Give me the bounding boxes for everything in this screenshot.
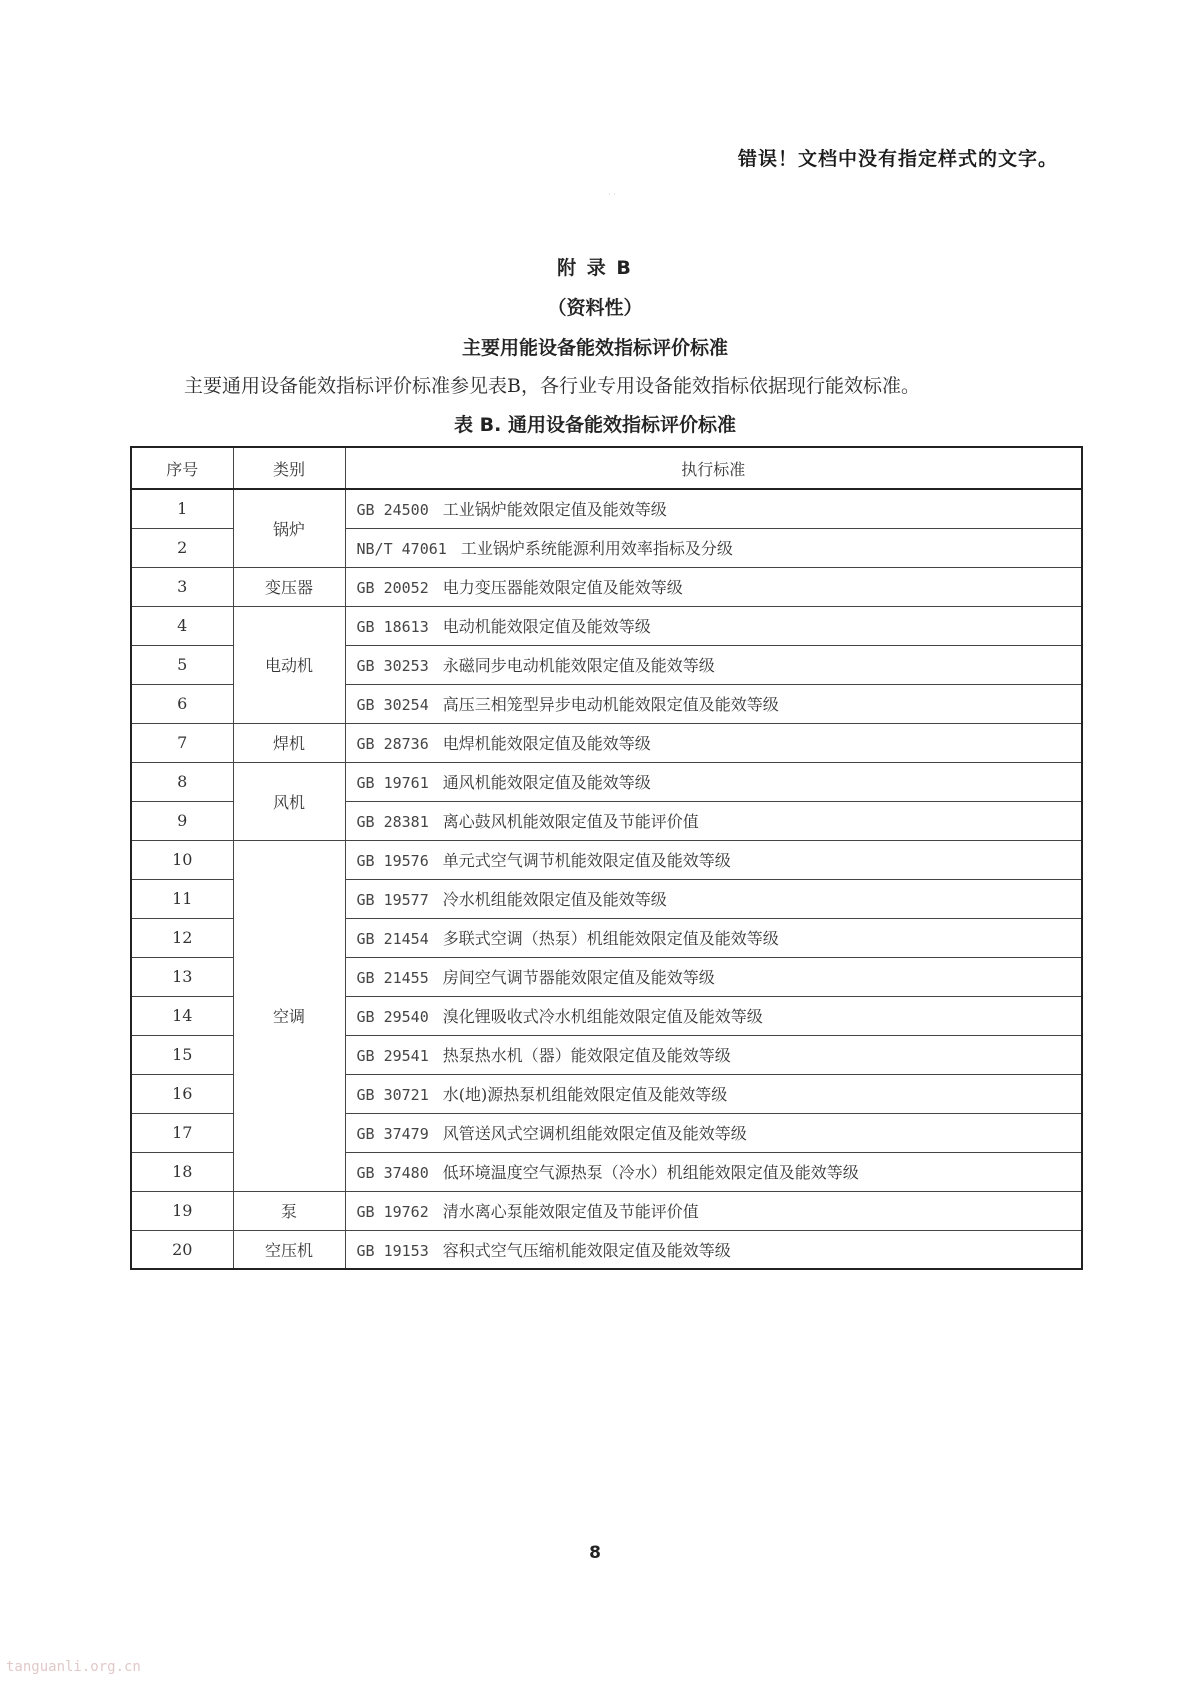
standard-name: 房间空气调节器能效限定值及能效等级 — [442, 968, 715, 987]
table-row — [131, 723, 1082, 762]
table-row — [131, 840, 1082, 879]
row-standard — [345, 606, 1082, 645]
row-category: 空压机 — [233, 1230, 345, 1269]
row-standard — [345, 918, 1082, 957]
row-standard — [345, 1113, 1082, 1152]
row-number: 5 — [131, 645, 233, 684]
appendix-title: 附 录 B — [557, 257, 633, 279]
row-standard — [345, 489, 1082, 528]
row-number: 9 — [131, 801, 233, 840]
row-standard — [345, 528, 1082, 567]
standard-code: GB 30254 — [356, 696, 429, 714]
row-standard — [345, 567, 1082, 606]
standard-name: 水(地)源热泵机组能效限定值及能效等级 — [442, 1085, 728, 1104]
intro-paragraph: 主要通用设备能效指标评价标准参见表B，各行业专用设备能效指标依据现行能效标准。 — [184, 375, 920, 397]
row-standard — [345, 840, 1082, 879]
standard-name: 风管送风式空调机组能效限定值及能效等级 — [442, 1124, 747, 1143]
standard-code: GB 19761 — [356, 774, 429, 792]
row-number: 2 — [131, 528, 233, 567]
row-category: 空调 — [233, 840, 345, 1191]
row-category: 风机 — [233, 762, 345, 840]
standard-name: 容积式空气压缩机能效限定值及能效等级 — [442, 1240, 731, 1260]
table-header-row — [131, 447, 1082, 489]
standard-code: GB 19762 — [356, 1203, 429, 1221]
standard-name: 工业锅炉系统能源利用效率指标及分级 — [460, 539, 733, 558]
standard-name: 离心鼓风机能效限定值及节能评价值 — [442, 812, 699, 831]
row-number: 13 — [131, 957, 233, 996]
row-category: 锅炉 — [233, 489, 345, 567]
row-standard — [345, 762, 1082, 801]
header-standard: 执行标准 — [345, 447, 1082, 489]
section-title: 主要用能设备能效指标评价标准 — [461, 337, 728, 359]
standard-name: 多联式空调（热泵）机组能效限定值及能效等级 — [442, 929, 779, 948]
standard-code: GB 30253 — [356, 657, 429, 675]
table-caption: 表 B. 通用设备能效指标评价标准 — [454, 414, 736, 436]
table-row — [131, 567, 1082, 606]
table-row — [131, 1230, 1082, 1269]
standard-code: GB 37479 — [356, 1125, 429, 1143]
standard-code: GB 28381 — [356, 813, 429, 831]
row-standard — [345, 1230, 1082, 1269]
standard-code: GB 30721 — [356, 1086, 429, 1104]
standard-code: GB 28736 — [356, 735, 429, 753]
row-number: 18 — [131, 1152, 233, 1191]
row-category: 泵 — [233, 1191, 345, 1230]
row-standard — [345, 645, 1082, 684]
row-number: 6 — [131, 684, 233, 723]
row-category: 焊机 — [233, 723, 345, 762]
header-note: 错误！文档中没有指定样式的文字。 — [737, 148, 1058, 170]
row-standard — [345, 684, 1082, 723]
standard-name: 清水离心泵能效限定值及节能评价值 — [442, 1202, 699, 1221]
standard-code: GB 19577 — [356, 891, 429, 909]
row-number: 11 — [131, 879, 233, 918]
row-standard — [345, 879, 1082, 918]
standard-code: GB 20052 — [356, 579, 429, 597]
standard-name: 通风机能效限定值及能效等级 — [442, 773, 651, 792]
row-number: 8 — [131, 762, 233, 801]
row-standard — [345, 723, 1082, 762]
standard-name: 单元式空气调节机能效限定值及能效等级 — [442, 851, 731, 870]
row-category: 变压器 — [233, 567, 345, 606]
header-no: 序号 — [131, 447, 233, 489]
row-number: 3 — [131, 567, 233, 606]
table-row — [131, 1191, 1082, 1230]
row-number: 17 — [131, 1113, 233, 1152]
standard-code: GB 21454 — [356, 930, 429, 948]
row-number: 7 — [131, 723, 233, 762]
table-body — [131, 489, 1082, 1269]
row-number: 4 — [131, 606, 233, 645]
faint-mark: · · — [608, 190, 616, 199]
row-number: 16 — [131, 1074, 233, 1113]
standard-name: 电焊机能效限定值及能效等级 — [442, 734, 651, 753]
watermark: tanguanli.org.cn — [6, 1659, 141, 1675]
row-standard — [345, 957, 1082, 996]
standard-code: GB 37480 — [356, 1164, 429, 1182]
standard-name: 冷水机组能效限定值及能效等级 — [442, 890, 667, 909]
row-standard — [345, 1074, 1082, 1113]
row-standard — [345, 996, 1082, 1035]
standard-name: 电动机能效限定值及能效等级 — [442, 617, 651, 636]
standard-code: GB 19576 — [356, 852, 429, 870]
row-standard — [345, 1152, 1082, 1191]
row-number: 20 — [131, 1230, 233, 1269]
appendix-subtitle: （资料性） — [547, 297, 643, 319]
table-row — [131, 489, 1082, 528]
standard-code: GB 21455 — [356, 969, 429, 987]
standard-name: 高压三相笼型异步电动机能效限定值及能效等级 — [442, 695, 779, 714]
standard-code: GB 24500 — [356, 501, 429, 520]
standard-code: NB/T 47061 — [356, 540, 447, 558]
standard-code: GB 29540 — [356, 1008, 429, 1026]
standard-name: 热泵热水机（器）能效限定值及能效等级 — [442, 1046, 731, 1065]
standard-code: GB 29541 — [356, 1047, 429, 1065]
table-row — [131, 606, 1082, 645]
table-row — [131, 762, 1082, 801]
standard-name: 永磁同步电动机能效限定值及能效等级 — [442, 656, 715, 675]
row-number: 19 — [131, 1191, 233, 1230]
row-number: 14 — [131, 996, 233, 1035]
standards-table — [130, 446, 1083, 1270]
standard-name: 溴化锂吸收式冷水机组能效限定值及能效等级 — [442, 1007, 763, 1026]
standard-code: GB 18613 — [356, 618, 429, 636]
header-category: 类别 — [233, 447, 345, 489]
row-standard — [345, 801, 1082, 840]
row-number: 15 — [131, 1035, 233, 1074]
standard-name: 电力变压器能效限定值及能效等级 — [442, 578, 683, 597]
row-category: 电动机 — [233, 606, 345, 723]
standard-name: 低环境温度空气源热泵（冷水）机组能效限定值及能效等级 — [442, 1163, 859, 1182]
row-number: 1 — [131, 489, 233, 528]
row-standard — [345, 1035, 1082, 1074]
standard-name: 工业锅炉能效限定值及能效等级 — [442, 500, 667, 520]
row-standard — [345, 1191, 1082, 1230]
page-number: 8 — [589, 1543, 601, 1563]
row-number: 12 — [131, 918, 233, 957]
standard-code: GB 19153 — [356, 1241, 429, 1260]
row-number: 10 — [131, 840, 233, 879]
